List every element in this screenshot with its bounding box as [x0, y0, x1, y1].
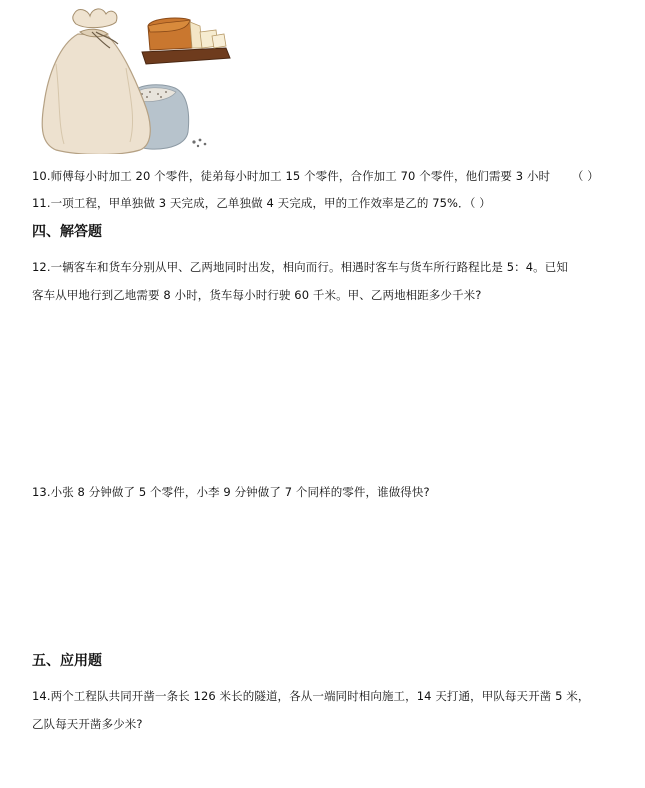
question-12-line-2: 客车从甲地行到乙地需要 8 小时，货车每小时行驶 60 千米。甲、乙两地相距多少千米? [32, 288, 482, 302]
question-14-line-1: 14.两个工程队共同开凿一条长 126 米长的隧道，各从一端同时相向施工，14 天打通，甲队每天开凿 5 米， [32, 689, 590, 703]
question-14-line-2: 乙队每天开凿多少米? [32, 717, 143, 731]
flour-sack-bread-illustration [30, 4, 240, 154]
question-10-text: 10.师傅每小时加工 20 个零件，徒弟每小时加工 15 个零件，合作加工 70 个零件，他们需要 3 小时 [32, 169, 551, 183]
flour-sack-icon [42, 9, 150, 154]
question-12-line-1: 12.一辆客车和货车分别从甲、乙两地同时出发，相向而行。相遇时客车与货车所行路程比是 5：4。已知 [32, 260, 568, 274]
question-10 [32, 169, 599, 183]
question-11: 11.一项工程，甲单独做 3 天完成，乙单独做 4 天完成，甲的工作效率是乙的 75%．（ ） [32, 196, 491, 210]
section-4-heading: 四、解答题 [32, 224, 102, 240]
bread-icon [142, 18, 230, 64]
question-13: 13.小张 8 分钟做了 5 个零件，小李 9 分钟做了 7 个同样的零件，谁做得快? [32, 485, 430, 499]
section-5-heading: 五、应用题 [32, 653, 102, 669]
answer-blank: （ ） [571, 169, 599, 183]
